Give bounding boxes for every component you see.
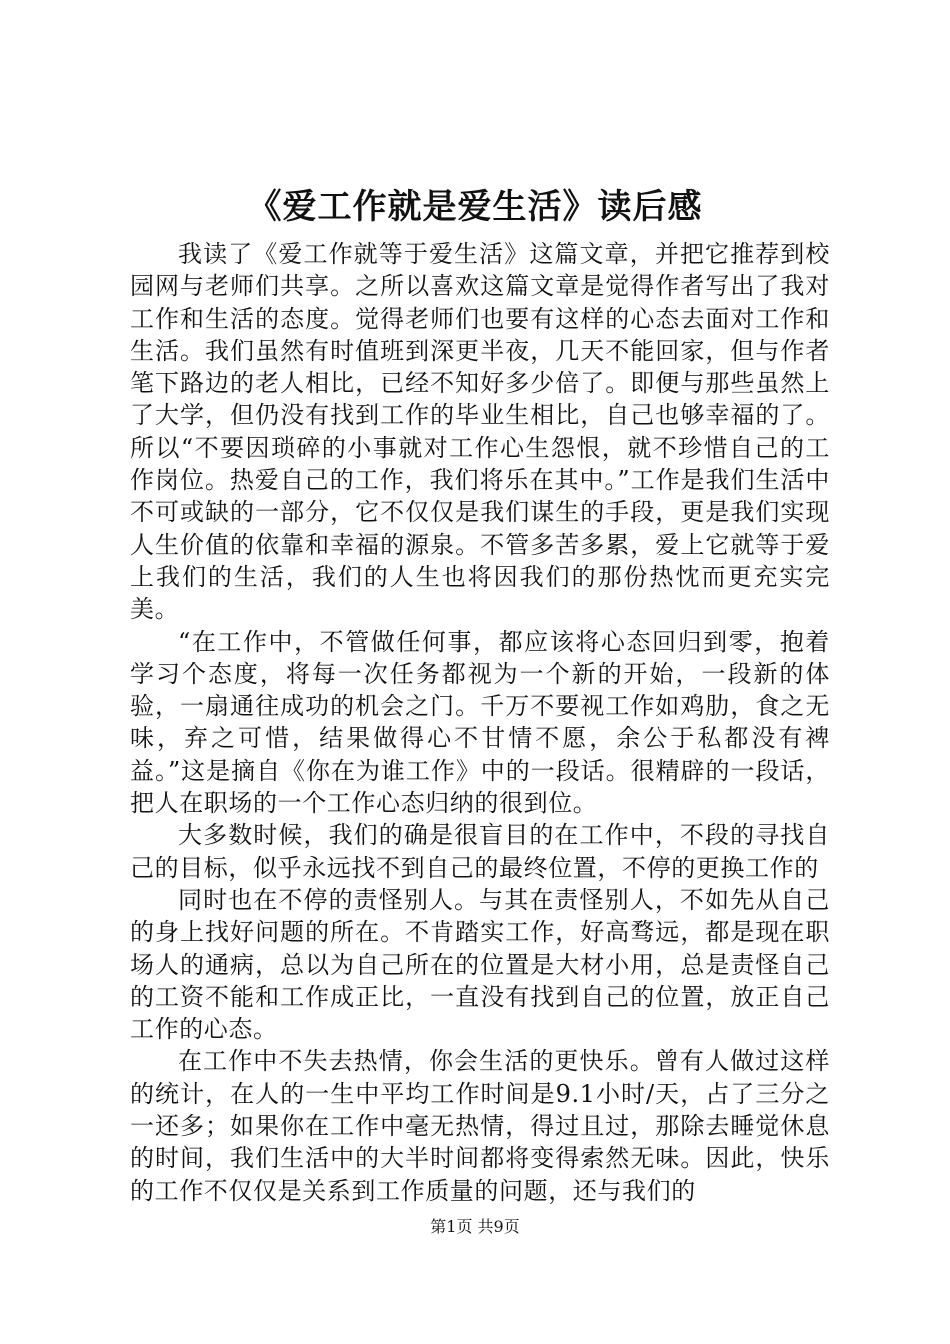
document-body [130, 238, 830, 1207]
paragraph-2: “在工作中，不管做任何事，都应该将心态回归到零，抱着学习个态度，将每一次任务都视为一个新的开始，一段新的体验，一扇通往成功的机会之门。千万不要视工作如鸡肋，食之无味，弃之可惜，结果做得心不甘情不愿，余公于私都没有裨益。”这是摘自《你在为谁工作》中的一段话。很精辟的一段话，把人在职场的一个工作心态归纳的很到位。 [130, 627, 830, 818]
paragraph-1: 我读了《爱工作就等于爱生活》这篇文章，并把它推荐到校园网与老师们共享。之所以喜欢这篇文章是觉得作者写出了我对工作和生活的态度。觉得老师们也要有这样的心态去面对工作和生活。我们虽然有时值班到深更半夜，几天不能回家，但与作者笔下路边的老人相比，已经不知好多少倍了。即便与那些虽然上了大学，但仍没有找到工作的毕业生相比，自己也够幸福的了。所以“不要因琐碎的小事就对工作心生怨恨，就不珍惜自己的工作岗位。热爱自己的工作，我们将乐在其中。”工作是我们生活中不可或缺的一部分，它不仅仅是我们谋生的手段，更是我们实现人生价值的依靠和幸福的源泉。不管多苦多累，爱上它就等于爱上我们的生活，我们的人生也将因我们的那份热忱而更充实完美。 [130, 240, 830, 624]
paragraph-4: 同时也在不停的责怪别人。与其在责怪别人，不如先从自己的身上找好问题的所在。不肯踏实工作，好高骛远，都是现在职场人的通病，总以为自己所在的位置是大材小用，总是责怪自己的工资不能和工作成正比，一直没有找到自己的位置，放正自己工作的心态。 [130, 885, 830, 1044]
paragraph-5: 在工作中不失去热情，你会生活的更快乐。曾有人做过这样的统计，在人的一生中平均工作时间是9.1小时/天，占了三分之一还多；如果你在工作中毫无热情，得过且过，那除去睡觉休息的时间，我们生活中的大半时间都将变得索然无味。因此，快乐的工作不仅仅是关系到工作质量的问题，还与我们的 [130, 1047, 830, 1205]
paragraph-3: 大多数时候，我们的确是很盲目的在工作中，不段的寻找自己的目标，似乎永远找不到自己的最终位置，不停的更换工作的 [130, 821, 830, 882]
document-title: 《爱工作就是爱生活》读后感 [247, 187, 703, 227]
page-footer: 第1页 共9页 [430, 1217, 520, 1236]
